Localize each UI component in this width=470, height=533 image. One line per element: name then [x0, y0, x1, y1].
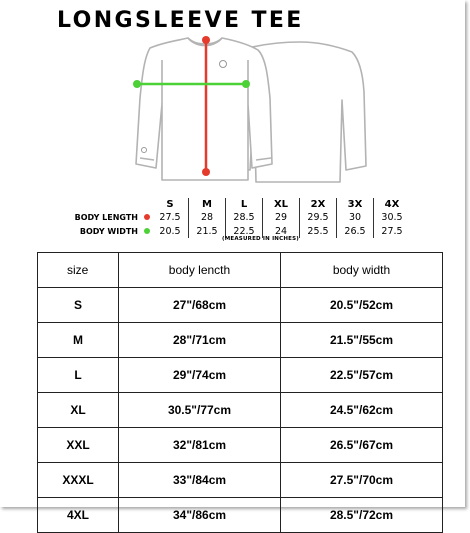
body-length-cell: 28"/71cm	[119, 323, 281, 358]
body-length-cell: 34"/86cm	[119, 498, 281, 533]
spec-row-body-length	[54, 210, 410, 224]
body-length-cell: 32"/81cm	[119, 428, 281, 463]
spec-row-label: BODY LENGTH	[74, 212, 138, 222]
table-row	[38, 498, 443, 533]
spec-cell: 28.5	[226, 210, 263, 224]
body-width-cell: 26.5"/67cm	[281, 428, 443, 463]
spec-cell: 24	[263, 224, 300, 238]
body-length-cell: 30.5"/77cm	[119, 393, 281, 428]
column-header-size: size	[38, 253, 119, 288]
body-width-cell: 27.5"/70cm	[281, 463, 443, 498]
size-cell: XXXL	[38, 463, 119, 498]
spec-size-header: 3X	[337, 198, 374, 210]
body-width-cell: 28.5"/72cm	[281, 498, 443, 533]
spec-cell: 26.5	[337, 224, 374, 238]
red-dot-icon	[144, 214, 150, 220]
front-tee-outline-icon	[136, 38, 272, 180]
spec-chart	[54, 198, 410, 238]
spec-cell: 27.5	[374, 224, 411, 238]
body-length-cell: 27"/68cm	[119, 288, 281, 323]
measurement-note: (MEASURED IN INCHES)	[222, 236, 299, 242]
table-row	[38, 358, 443, 393]
size-cell: M	[38, 323, 119, 358]
table-row	[38, 393, 443, 428]
table-row	[38, 428, 443, 463]
size-cell: 4XL	[38, 498, 119, 533]
body-length-cell: 29"/74cm	[119, 358, 281, 393]
body-width-cell: 24.5"/62cm	[281, 393, 443, 428]
spec-cell: 29.5	[300, 210, 337, 224]
column-header-body-width: body width	[281, 253, 443, 288]
column-header-body-length: body lencth	[119, 253, 281, 288]
spec-cell: 22.5	[226, 224, 263, 238]
spec-cell: 20.5	[159, 225, 181, 237]
spec-size-header: 4X	[374, 198, 411, 210]
spec-size-header: 2X	[300, 198, 337, 210]
spec-cell: 25.5	[300, 224, 337, 238]
spec-cell: 27.5	[159, 211, 181, 223]
spec-cell: 28	[189, 210, 226, 224]
table-row	[38, 463, 443, 498]
table-row	[38, 323, 443, 358]
spec-cell: 29	[263, 210, 300, 224]
spec-size-header: XL	[263, 198, 300, 210]
spec-size-header: S	[166, 198, 174, 210]
page-title: LONGSLEEVE TEE	[57, 8, 304, 33]
body-length-cell: 33"/84cm	[119, 463, 281, 498]
spec-row-label: BODY WIDTH	[79, 226, 138, 236]
body-width-cell: 21.5"/55cm	[281, 323, 443, 358]
body-width-cell: 20.5"/52cm	[281, 288, 443, 323]
garment-illustration	[0, 0, 470, 200]
spec-size-header: M	[189, 198, 226, 210]
spec-cell: 30.5	[374, 210, 411, 224]
size-cell: XL	[38, 393, 119, 428]
table-row	[38, 288, 443, 323]
size-table	[37, 252, 443, 533]
spec-cell: 30	[337, 210, 374, 224]
green-dot-icon	[144, 228, 150, 234]
size-cell: L	[38, 358, 119, 393]
spec-cell: 21.5	[189, 224, 226, 238]
body-width-cell: 22.5"/57cm	[281, 358, 443, 393]
size-cell: XXL	[38, 428, 119, 463]
spec-header-row	[54, 198, 410, 210]
size-cell: S	[38, 288, 119, 323]
table-header-row	[38, 253, 443, 288]
spec-size-header: L	[226, 198, 263, 210]
